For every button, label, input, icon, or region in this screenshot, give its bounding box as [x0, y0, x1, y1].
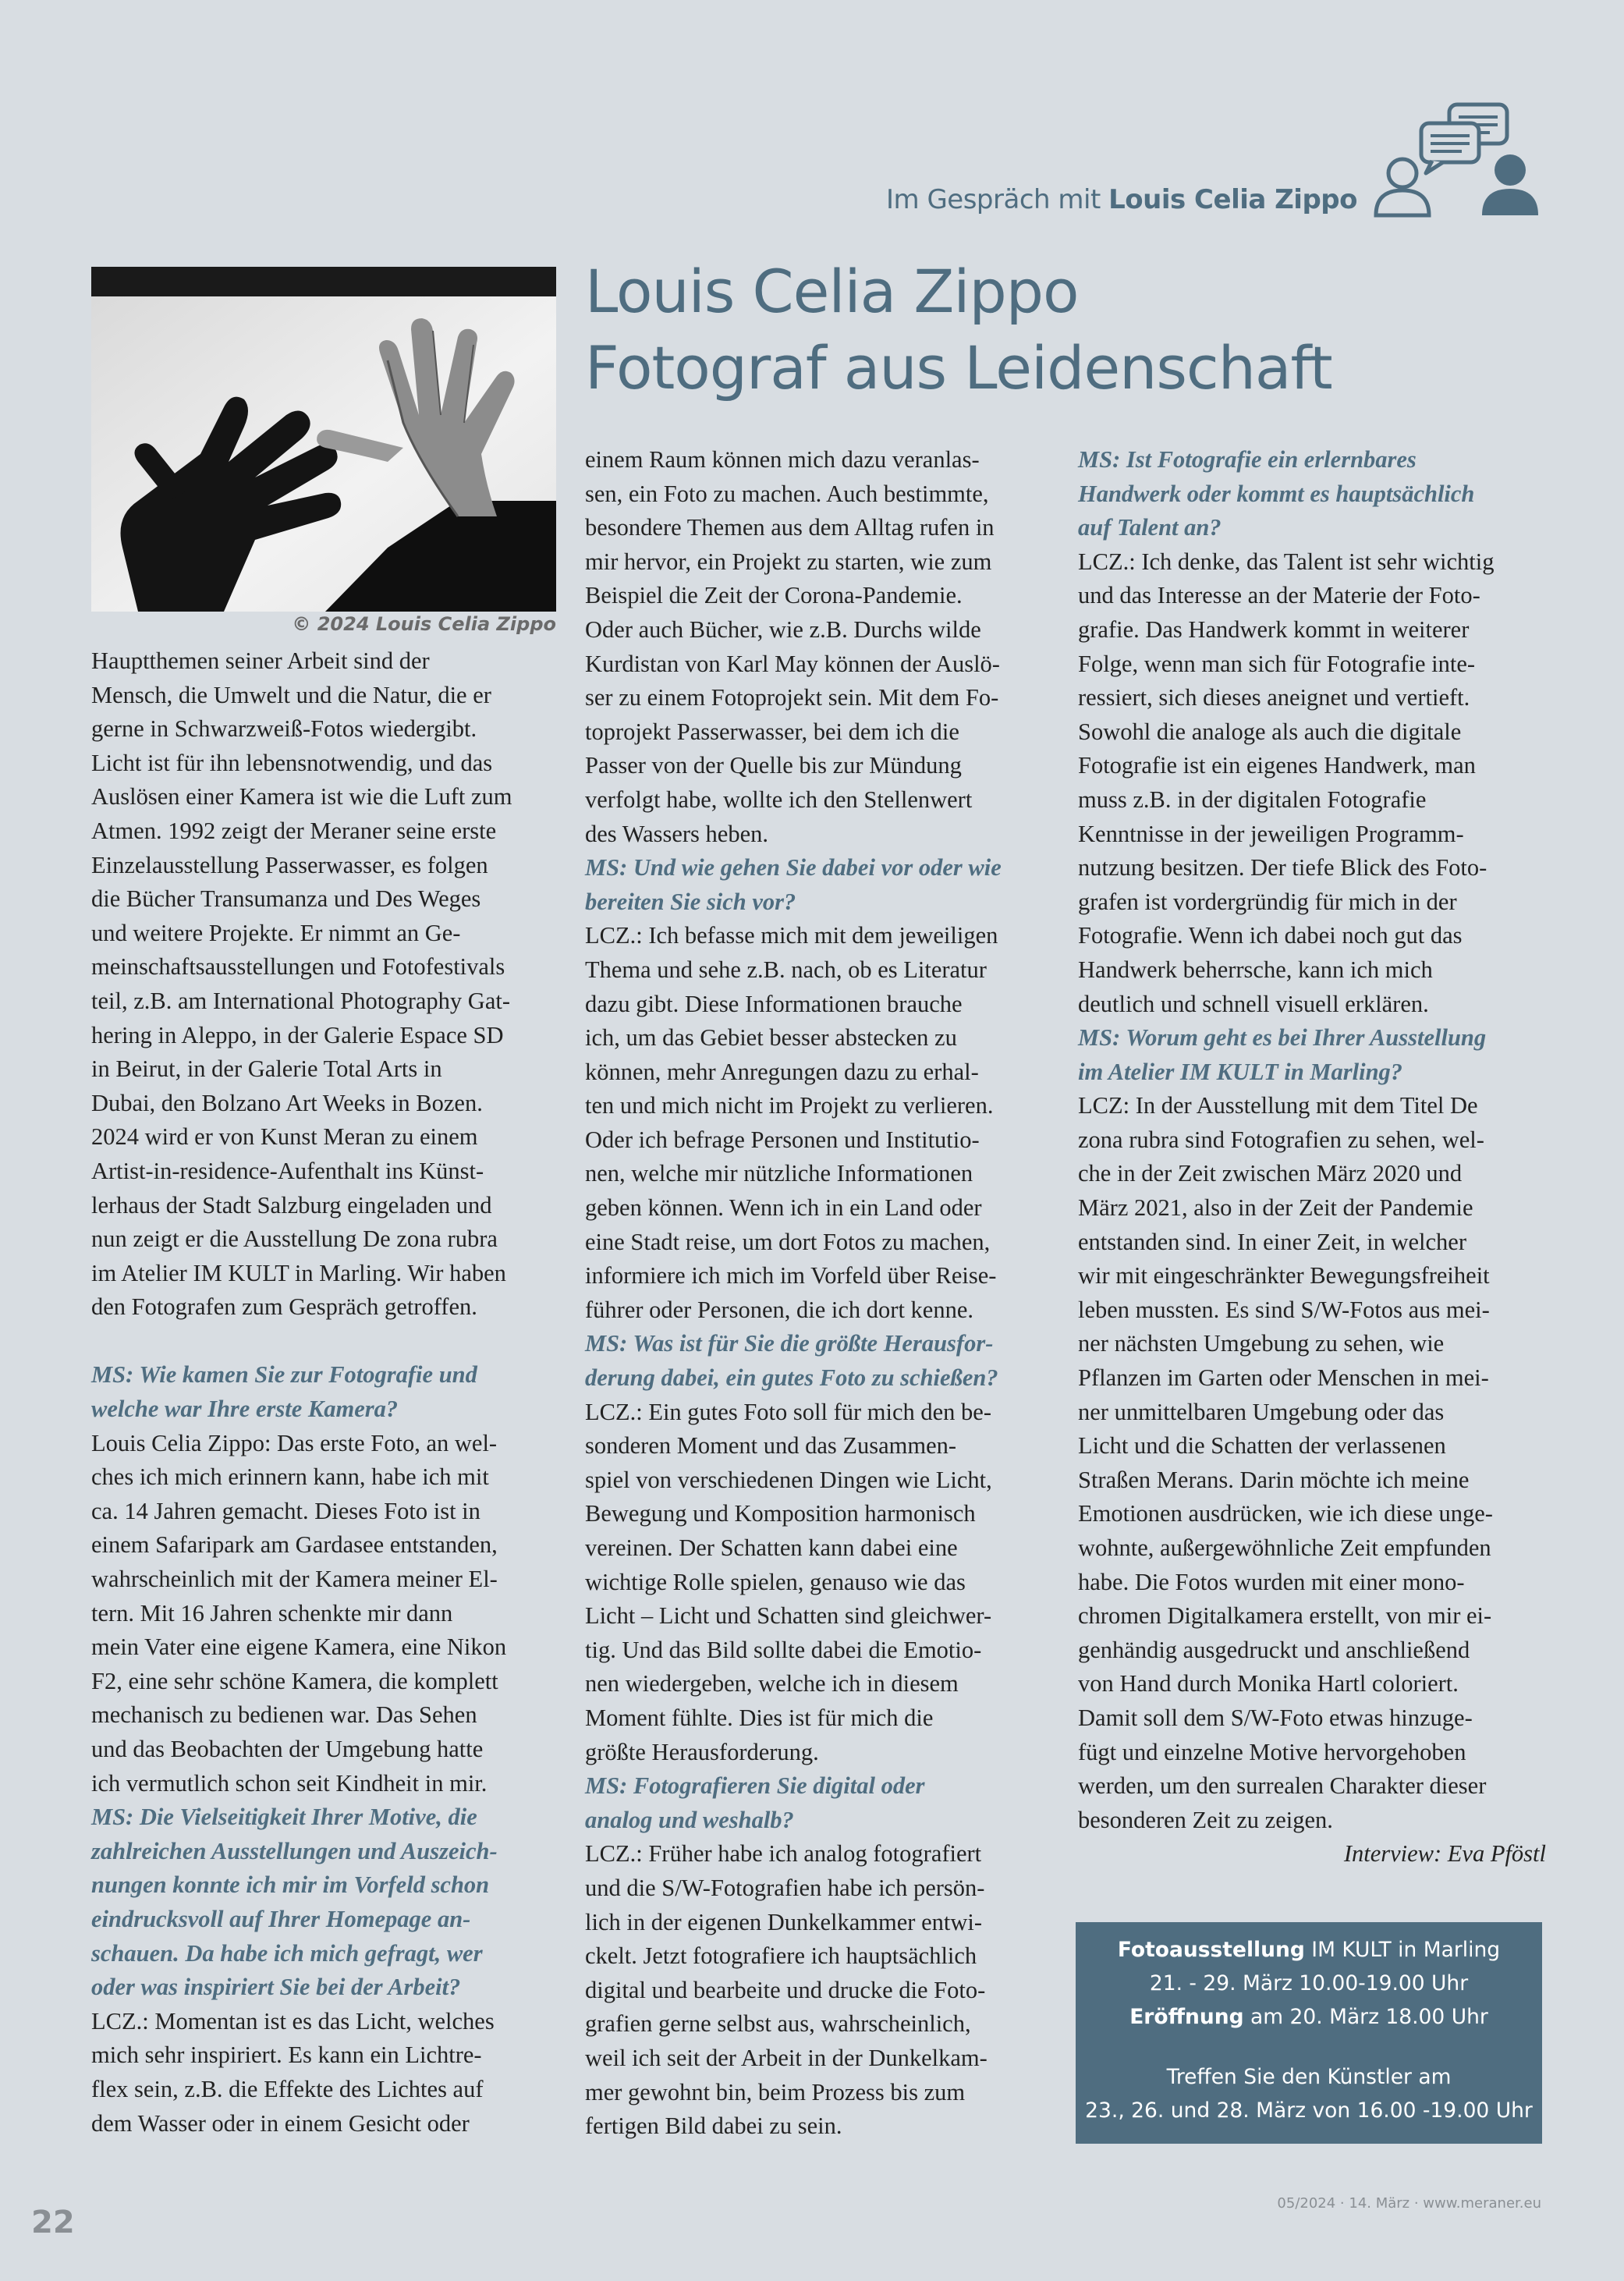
body-text-line: fertigen Bild dabei zu sein. — [585, 2112, 842, 2140]
body-text-line: nun zeigt er die Ausstellung De zona rubra — [91, 1226, 498, 1253]
body-text-line: zona rubra sind Fotografien zu sehen, wel- — [1078, 1126, 1484, 1153]
body-text-line: Emotionen ausdrücken, wie ich diese unge- — [1078, 1500, 1493, 1527]
body-text-line: habe. Die Fotos wurden mit einer mono- — [1078, 1568, 1465, 1595]
body-text-line: lich in der eigenen Dunkelkammer entwi- — [585, 1908, 982, 1935]
paragraph-gap — [91, 1325, 559, 1359]
section-label — [886, 184, 1357, 215]
body-text-line: Kenntnisse in der jeweiligen Programm- — [1078, 820, 1464, 847]
body-text-line: ressiert, sich dieses aneignet und vertieft. — [1078, 684, 1470, 711]
body-text-line: führer oder Personen, die ich dort kenne. — [585, 1296, 973, 1323]
body-text-line: Sowohl die analoge als auch die digitale — [1078, 718, 1462, 745]
body-text-line: hering in Aleppo, in der Galerie Espace SD — [91, 1021, 504, 1048]
body-text-line: einem Raum können mich dazu veranlas- — [585, 446, 980, 473]
body-text-line: Licht – Licht und Schatten sind gleichwer- — [585, 1602, 992, 1630]
body-text-line: Moment fühlte. Dies ist für mich die — [585, 1704, 934, 1731]
body-text-line: Dubai, den Bolzano Art Weeks in Bozen. — [91, 1089, 483, 1116]
body-text-line: 2024 wird er von Kunst Meran zu einem — [91, 1123, 478, 1151]
body-text-line: Mensch, die Umwelt und die Natur, die er — [91, 681, 491, 708]
interview-question-line: schauen. Da habe ich mich gefragt, wer — [91, 1939, 483, 1967]
interview-question-line: MS: Worum geht es bei Ihrer Ausstellung — [1078, 1024, 1487, 1052]
body-text-line: Oder ich befrage Personen und Institutio- — [585, 1126, 980, 1153]
body-text-line: ner unmittelbaren Umgebung oder das — [1078, 1398, 1445, 1425]
issue-footer: 05/2024 · 14. März · www.meraner.eu — [1277, 2195, 1541, 2212]
article-title-line1: Louis Celia Zippo — [585, 257, 1079, 326]
body-text-line: ca. 14 Jahren gemacht. Dieses Foto ist in — [91, 1497, 480, 1524]
body-text-line: nutzung besitzen. Der tiefe Blick des Foto- — [1078, 854, 1487, 882]
body-text-line: tig. Und das Bild sollte dabei die Emotio- — [585, 1636, 982, 1663]
body-text-line: wichtige Rolle spielen, genauso wie das — [585, 1568, 966, 1595]
body-text-line: Kurdistan von Karl May können der Auslö- — [585, 650, 1000, 677]
body-text-line: informiere ich mich im Vorfeld über Reise- — [585, 1262, 997, 1289]
body-text-line: sen, ein Foto zu machen. Auch bestimmte, — [585, 480, 989, 507]
body-text-line: ner nächsten Umgebung zu sehen, wie — [1078, 1330, 1445, 1357]
body-text-line: in Beirut, in der Galerie Total Arts in — [91, 1055, 442, 1083]
body-text-line: digital und bearbeite und drucke die Foto- — [585, 1976, 986, 2003]
body-text-line: sonderen Moment und das Zusammen- — [585, 1432, 957, 1460]
body-text-line: Pflanzen im Garten oder Menschen in mei- — [1078, 1364, 1489, 1392]
body-text-line: nen, welche mir nützliche Informationen — [585, 1160, 973, 1187]
body-text-line: Damit soll dem S/W-Foto etwas hinzuge- — [1078, 1704, 1473, 1731]
body-text-line: meinschaftsausstellungen und Fotofestivals — [91, 953, 505, 981]
body-text-line: grafien gerne selbst aus, wahrscheinlich, — [585, 2010, 971, 2038]
body-text-line: geben können. Wenn ich in ein Land oder — [585, 1194, 982, 1222]
body-text-line: Beispiel die Zeit der Corona-Pandemie. — [585, 582, 963, 609]
exhibition-line — [1076, 1933, 1542, 1967]
interview-question-line: analog und weshalb? — [585, 1806, 794, 1833]
interview-question-line: nungen konnte ich mir im Vorfeld schon — [91, 1871, 490, 1899]
body-text-line: ich vermutlich schon seit Kindheit in mir. — [91, 1769, 488, 1797]
opening-line — [1076, 2000, 1542, 2034]
body-text-line: ches ich mich erinnern kann, habe ich mit — [91, 1463, 489, 1491]
interview-question-line: eindrucksvoll auf Ihrer Homepage an- — [91, 1905, 471, 1932]
body-text-line: verfolgt habe, wollte ich den Stellenwert — [585, 786, 973, 813]
body-text-line: wohnte, außergewöhnliche Zeit empfunden — [1078, 1534, 1491, 1561]
body-text-line: leben mussten. Es sind S/W-Fotos aus mei- — [1078, 1296, 1490, 1323]
body-text-line: die Bücher Transumanza und Des Weges — [91, 885, 481, 913]
body-text-line: LCZ.: Ich denke, das Talent ist sehr wichtig — [1078, 548, 1495, 575]
body-text-line: Einzelausstellung Passerwasser, es folgen — [91, 851, 488, 878]
interview-question-line: auf Talent an? — [1078, 514, 1222, 541]
body-text-line: Straßen Merans. Darin möchte ich meine — [1078, 1466, 1470, 1493]
body-text-line: muss z.B. in der digitalen Fotografie — [1078, 786, 1427, 813]
body-text-line: deutlich und schnell visuell erklären. — [1078, 990, 1429, 1017]
opening-time: am 20. März 18.00 Uhr — [1243, 2005, 1488, 2029]
body-text-line: nen wiedergeben, welche ich in diesem — [585, 1670, 959, 1697]
body-text-line: entstanden sind. In einer Zeit, in welcher — [1078, 1228, 1466, 1255]
interview-question-line: MS: Fotografieren Sie digital oder — [585, 1772, 925, 1800]
body-text-line: mer gewohnt bin, beim Prozess bis zum — [585, 2078, 966, 2105]
interview-icon — [1373, 101, 1543, 218]
body-text-line: Licht ist für ihn lebensnotwendig, und das — [91, 749, 493, 776]
body-text-line: gerne in Schwarzweiß-Fotos wiedergibt. — [91, 715, 477, 743]
body-text-line: ckelt. Jetzt fotografiere ich hauptsächlich — [585, 1942, 977, 1970]
body-text-line: weil ich seit der Arbeit in der Dunkelkam- — [585, 2044, 988, 2071]
body-text-line: fügt und einzelne Motive hervorgehoben — [1078, 1738, 1466, 1765]
body-text-line: Folge, wenn man sich für Fotografie inte- — [1078, 650, 1476, 677]
body-text-line: Fotografie. Wenn ich dabei noch gut das — [1078, 922, 1463, 949]
interview-question-line: oder was inspiriert Sie bei der Arbeit? — [91, 1974, 461, 2001]
section-label-prefix: Im Gespräch mit — [886, 184, 1109, 215]
body-text-line: Passer von der Quelle bis zur Mündung — [585, 752, 962, 779]
body-text-line: ich, um das Gebiet besser abstecken zu — [585, 1024, 957, 1052]
interview-question-line: im Atelier IM KULT in Marling? — [1078, 1058, 1403, 1085]
body-text-line: werden, um den surrealen Charakter dieser — [1078, 1772, 1487, 1800]
article-column-3 — [1078, 443, 1546, 1871]
body-text-line: Thema und sehe z.B. nach, ob es Literatur — [585, 956, 987, 983]
body-text-line: toprojekt Passerwasser, bei dem ich die — [585, 718, 959, 745]
interview-question-line: MS: Und wie gehen Sie dabei vor oder wie — [585, 854, 1002, 882]
body-text-line: Auslösen einer Kamera ist wie die Luft zum — [91, 783, 512, 811]
body-text-line: Atmen. 1992 zeigt der Meraner seine erste — [91, 817, 497, 844]
body-text-line: Licht und die Schatten der verlassenen — [1078, 1432, 1446, 1460]
body-text-line: mein Vater eine eigene Kamera, eine Nikon — [91, 1634, 507, 1661]
interview-question-line: zahlreichen Ausstellungen und Auszeich- — [91, 1837, 498, 1864]
body-text-line: LCZ.: Ein gutes Foto soll für mich den be- — [585, 1398, 991, 1425]
body-text-line: eine Stadt reise, um dort Fotos zu machen, — [585, 1228, 991, 1255]
body-text-line: ser zu einem Fotoprojekt sein. Mit dem Fo- — [585, 684, 999, 711]
body-text-line: und weitere Projekte. Er nimmt an Ge- — [91, 919, 461, 946]
body-text-line: und das Beobachten der Umgebung hatte — [91, 1736, 484, 1762]
body-text-line: einem Safaripark am Gardasee entstanden, — [91, 1531, 498, 1559]
body-text-line: im Atelier IM KULT in Marling. Wir haben — [91, 1259, 506, 1286]
artist-meet-line: Treffen Sie den Künstler am — [1166, 2065, 1452, 2089]
body-text-line: wir mit eingeschränkter Bewegungsfreiheit — [1078, 1262, 1490, 1289]
body-text-line: F2, eine sehr schöne Kamera, die komplett — [91, 1667, 498, 1694]
body-text-line: LCZ.: Momentan ist es das Licht, welches — [91, 2007, 495, 2034]
artist-meet-dates: 23., 26. und 28. März von 16.00 -19.00 Uhr — [1085, 2098, 1533, 2123]
body-text-line: wahrscheinlich mit der Kamera meiner El- — [91, 1566, 498, 1593]
interview-question-line: welche war Ihre erste Kamera? — [91, 1396, 399, 1423]
interview-question-line: MS: Die Vielseitigkeit Ihrer Motive, die — [91, 1804, 477, 1831]
body-text-line: Hauptthemen seiner Arbeit sind der — [91, 647, 430, 674]
body-text-line: grafen ist vordergründig für mich in der — [1078, 888, 1457, 915]
body-text-line: spiel von verschiedenen Dingen wie Licht, — [585, 1466, 992, 1493]
body-text-line: teil, z.B. am International Photography Gat- — [91, 987, 510, 1014]
body-text-line: besondere Themen aus dem Alltag rufen in — [585, 514, 995, 541]
interview-question-line: MS: Ist Fotografie ein erlernbares — [1078, 446, 1417, 473]
article-title — [585, 254, 1332, 406]
body-text-line: lerhaus der Stadt Salzburg eingeladen und — [91, 1191, 492, 1219]
hand-shadow-photo — [91, 267, 556, 612]
body-text-line: den Fotografen zum Gespräch getroffen. — [91, 1293, 477, 1321]
page-number: 22 — [31, 2205, 75, 2240]
body-text-line: März 2021, also in der Zeit der Pandemie — [1078, 1194, 1473, 1222]
exhibition-dates: 21. - 29. März 10.00-19.00 Uhr — [1149, 1971, 1469, 1995]
body-text-line: Oder auch Bücher, wie z.B. Durchs wilde — [585, 615, 981, 643]
interview-question-line: MS: Was ist für Sie die größte Herausfor- — [585, 1330, 994, 1357]
body-text-line: des Wassers heben. — [585, 820, 768, 847]
opening-label: Eröffnung — [1129, 2005, 1244, 2029]
body-text-line: von Hand durch Monika Hartl coloriert. — [1078, 1670, 1459, 1697]
interview-question-line: bereiten Sie sich vor? — [585, 888, 796, 915]
body-text-line: flex sein, z.B. die Effekte des Lichtes auf — [91, 2075, 484, 2102]
article-title-line2: Fotograf aus Leidenschaft — [585, 333, 1332, 403]
body-text-line: LCZ: In der Ausstellung mit dem Titel De — [1078, 1092, 1478, 1119]
body-text-line: größte Herausforderung. — [585, 1738, 819, 1765]
interview-question-line: MS: Wie kamen Sie zur Fotografie und — [91, 1361, 477, 1389]
body-text-line: tern. Mit 16 Jahren schenkte mir dann — [91, 1599, 453, 1626]
photo-caption: © 2024 Louis Celia Zippo — [292, 613, 556, 635]
body-text-line: LCZ.: Früher habe ich analog fotografiert — [585, 1840, 982, 1868]
body-text-line: che in der Zeit zwischen März 2020 und — [1078, 1160, 1463, 1187]
body-text-line: besonderen Zeit zu zeigen. — [1078, 1806, 1333, 1833]
interview-question-line: derung dabei, ein gutes Foto zu schießen? — [585, 1364, 998, 1392]
body-text-line: Artist-in-residence-Aufenthalt ins Künst- — [91, 1157, 484, 1184]
article-column-1 — [91, 644, 559, 2141]
body-text-line: ten und mich nicht im Projekt zu verlieren. — [585, 1092, 994, 1119]
body-text-line: können, mehr Anregungen dazu zu erhal- — [585, 1058, 979, 1085]
body-text-line: grafie. Das Handwerk kommt in weiterer — [1078, 615, 1470, 643]
body-text-line: vereinen. Der Schatten kann dabei eine — [585, 1534, 958, 1561]
body-text-line: mechanisch zu bedienen war. Das Sehen — [91, 1701, 477, 1729]
section-label-name: Louis Celia Zippo — [1108, 184, 1357, 215]
body-text-line: LCZ.: Ich befasse mich mit dem jeweiligen — [585, 922, 998, 949]
body-text-line: und die S/W-Fotografien habe ich persön- — [585, 1874, 985, 1901]
body-text-line: Handwerk beherrsche, kann ich mich — [1078, 956, 1433, 983]
exhibition-venue: IM KULT in Marling — [1304, 1938, 1501, 1962]
interview-question-line: Handwerk oder kommt es hauptsächlich — [1078, 480, 1475, 507]
exhibition-info-box — [1076, 1922, 1542, 2144]
body-text-line: chromen Digitalkamera erstellt, von mir ei- — [1078, 1602, 1492, 1630]
article-column-2 — [585, 443, 1053, 2144]
body-text-line: dem Wasser oder in einem Gesicht oder — [91, 2109, 470, 2137]
body-text-line: mir hervor, ein Projekt zu starten, wie zum — [585, 548, 992, 575]
body-text-line: Fotografie ist ein eigenes Handwerk, man — [1078, 752, 1476, 779]
body-text-line: Bewegung und Komposition harmonisch — [585, 1500, 976, 1527]
body-text-line: dazu gibt. Diese Informationen brauche — [585, 990, 963, 1017]
interviewer-signature: Interview: Eva Pföstl — [1343, 1840, 1546, 1868]
body-text-line: genhändig ausgedruckt und anschließend — [1078, 1636, 1470, 1663]
body-text-line: Louis Celia Zippo: Das erste Foto, an wel- — [91, 1429, 498, 1456]
body-text-line: und das Interesse an der Materie der Foto- — [1078, 582, 1480, 609]
body-text-line: mich sehr inspiriert. Es kann ein Lichtre- — [91, 2042, 482, 2069]
exhibition-label: Fotoausstellung — [1117, 1938, 1305, 1962]
